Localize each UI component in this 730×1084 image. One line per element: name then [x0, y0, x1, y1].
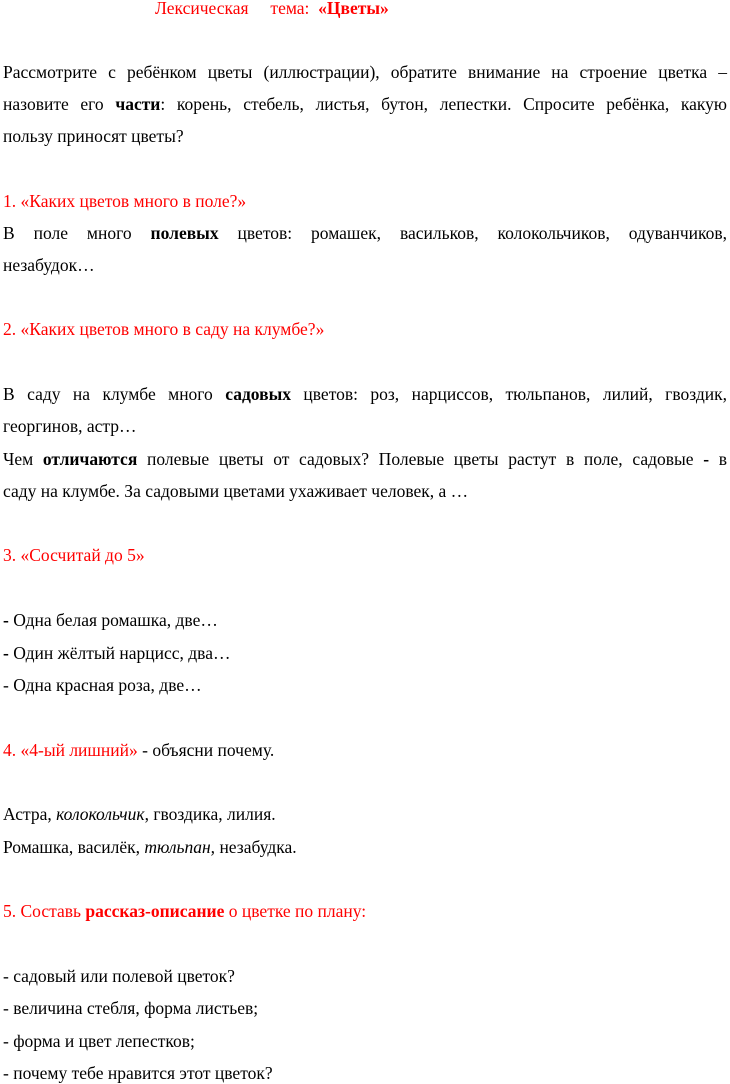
- field-flowers-emphasis: полевых: [150, 223, 219, 243]
- list-item: - форма и цвет лепестков;: [3, 1031, 195, 1051]
- section-3-heading: 3. «Сосчитай до 5»: [3, 545, 145, 565]
- list-item: - почему тебе нравится этот цветок?: [3, 1063, 273, 1083]
- description-story-emphasis: рассказ-описание: [85, 901, 225, 921]
- garden-flowers-emphasis: садовых: [225, 384, 291, 404]
- section-2-line-3: Чем отличаются полевые цветы от садовых? Полевые цветы растут в поле, садовые - в: [3, 449, 728, 469]
- intro-line-3: пользу приносят цветы?: [3, 126, 184, 146]
- section-1-line-1: В поле много полевых цветов: ромашек, васильков, колокольчиков, одуванчиков,: [3, 223, 727, 243]
- differ-emphasis: отличаются: [42, 449, 138, 469]
- intro-line-2: назовите его части: корень, стебель, листья, бутон, лепестки. Спросите ребёнка, какую: [3, 94, 727, 114]
- section-2-line-4: саду на клумбе. За садовыми цветами ухаживает человек, а …: [3, 481, 469, 501]
- odd-one-out-row-1: Астра, колокольчик, гвоздика, лилия.: [3, 804, 276, 824]
- list-item: - Одна красная роза, две…: [3, 675, 202, 695]
- section-4-heading: 4. «4-ый лишний» - объясни почему.: [3, 740, 275, 760]
- section-1-heading: 1. «Каких цветов много в поле?»: [3, 191, 247, 211]
- list-item: - садовый или полевой цветок?: [3, 966, 235, 986]
- section-2-line-1: В саду на клумбе много садовых цветов: роз, нарциссов, тюльпанов, лилий, гвоздик,: [3, 384, 727, 404]
- section-2-heading: 2. «Каких цветов много в саду на клумбе?»: [3, 319, 325, 339]
- section-5-heading: 5. Составь рассказ-описание о цветке по плану:: [3, 901, 367, 921]
- list-item: - величина стебля, форма листьев;: [3, 998, 259, 1018]
- list-item: - Один жёлтый нарцисс, два…: [3, 643, 231, 663]
- document-title: [155, 0, 727, 19]
- title-topic: «Цветы»: [318, 0, 389, 18]
- intro-line-1: Рассмотрите с ребёнком цветы (иллюстрации), обратите внимание на строение цветка –: [3, 62, 727, 82]
- list-item: - Одна белая ромашка, две…: [3, 610, 218, 630]
- section-1-line-2: незабудок…: [3, 255, 95, 275]
- intro-parts-emphasis: части: [115, 94, 161, 114]
- title-prefix: Лексическая тема:: [155, 0, 319, 18]
- odd-one-out-row-2: Ромашка, василёк, тюльпан, незабудка.: [3, 837, 297, 857]
- section-2-line-2: георгинов, астр…: [3, 416, 137, 436]
